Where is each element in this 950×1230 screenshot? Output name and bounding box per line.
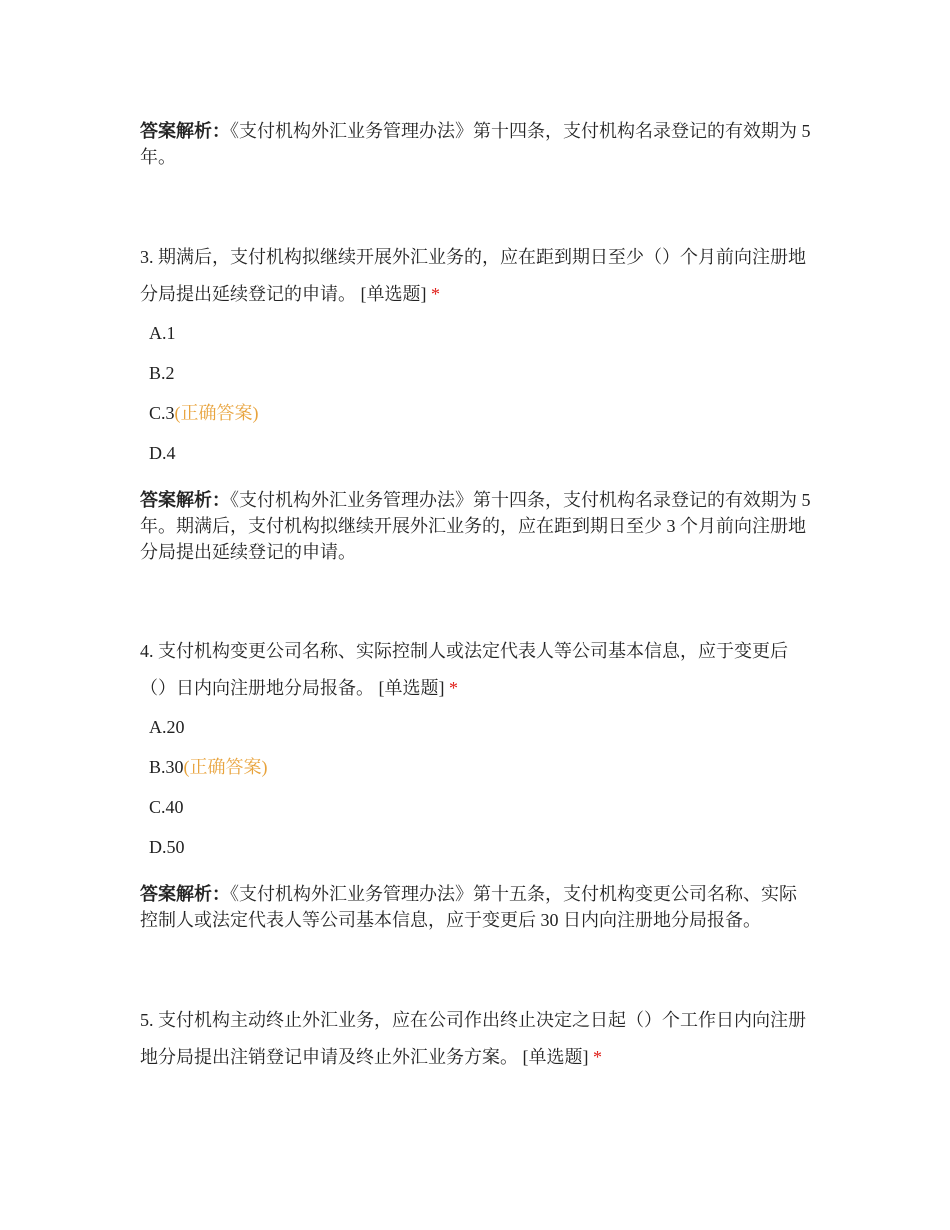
option-c [140, 795, 812, 835]
analysis-paragraph [140, 487, 812, 565]
question-type: [单选题] [378, 678, 445, 698]
required-mark: * [593, 1047, 602, 1067]
option-label: D.4 [149, 443, 176, 463]
option-label: B.2 [149, 363, 175, 383]
question-3 [140, 239, 812, 481]
required-mark: * [431, 284, 440, 304]
analysis-paragraph [140, 881, 812, 933]
option-label: C.3 [149, 403, 175, 423]
option-b [140, 361, 812, 401]
analysis-text: 《支付机构外汇业务管理办法》第十四条，支付机构名录登记的有效期为 5 年。 [140, 121, 811, 167]
question-text [140, 1002, 812, 1076]
question-stem: 5. 支付机构主动终止外汇业务，应在公司作出终止决定之日起（）个工作日内向注册地分局提出注销登记申请及终止外汇业务方案。 [140, 1010, 806, 1067]
analysis-paragraph [140, 118, 812, 170]
question-text [140, 239, 812, 313]
option-label: D.50 [149, 837, 185, 857]
correct-answer-mark: (正确答案) [174, 403, 259, 423]
question-stem: 4. 支付机构变更公司名称、实际控制人或法定代表人等公司基本信息，应于变更后（）日内向注册地分局报备。 [140, 641, 788, 698]
option-a [140, 715, 812, 755]
question-text [140, 633, 812, 707]
analysis-label: 答案解析： [140, 490, 230, 510]
option-c [140, 401, 812, 441]
question-stem: 3. 期满后，支付机构拟继续开展外汇业务的，应在距到期日至少（）个月前向注册地分局提出延续登记的申请。 [140, 247, 806, 304]
option-list [140, 715, 812, 875]
option-b [140, 755, 812, 795]
option-label: C.40 [149, 797, 184, 817]
option-d [140, 441, 812, 481]
required-mark: * [449, 678, 458, 698]
analysis-text: 《支付机构外汇业务管理办法》第十五条，支付机构变更公司名称、实际控制人或法定代表人等公司基本信息，应于变更后 30 日内向注册地分局报备。 [140, 884, 797, 930]
correct-answer-mark: (正确答案) [183, 757, 268, 777]
analysis-q3 [140, 487, 812, 565]
analysis-q2 [140, 118, 812, 170]
option-a [140, 321, 812, 361]
option-label: A.20 [149, 717, 185, 737]
option-label: A.1 [149, 323, 176, 343]
option-list [140, 321, 812, 481]
question-4 [140, 633, 812, 875]
option-d [140, 835, 812, 875]
question-type: [单选题] [360, 284, 427, 304]
analysis-label: 答案解析： [140, 121, 230, 141]
question-type: [单选题] [522, 1047, 589, 1067]
question-5 [140, 1002, 812, 1076]
analysis-label: 答案解析： [140, 884, 230, 904]
analysis-text: 《支付机构外汇业务管理办法》第十四条，支付机构名录登记的有效期为 5 年。期满后，支付机构拟继续开展外汇业务的，应在距到期日至少 3 个月前向注册地分局提出延续登记的申请。 [140, 490, 811, 562]
option-label: B.30 [149, 757, 184, 777]
analysis-q4 [140, 881, 812, 933]
